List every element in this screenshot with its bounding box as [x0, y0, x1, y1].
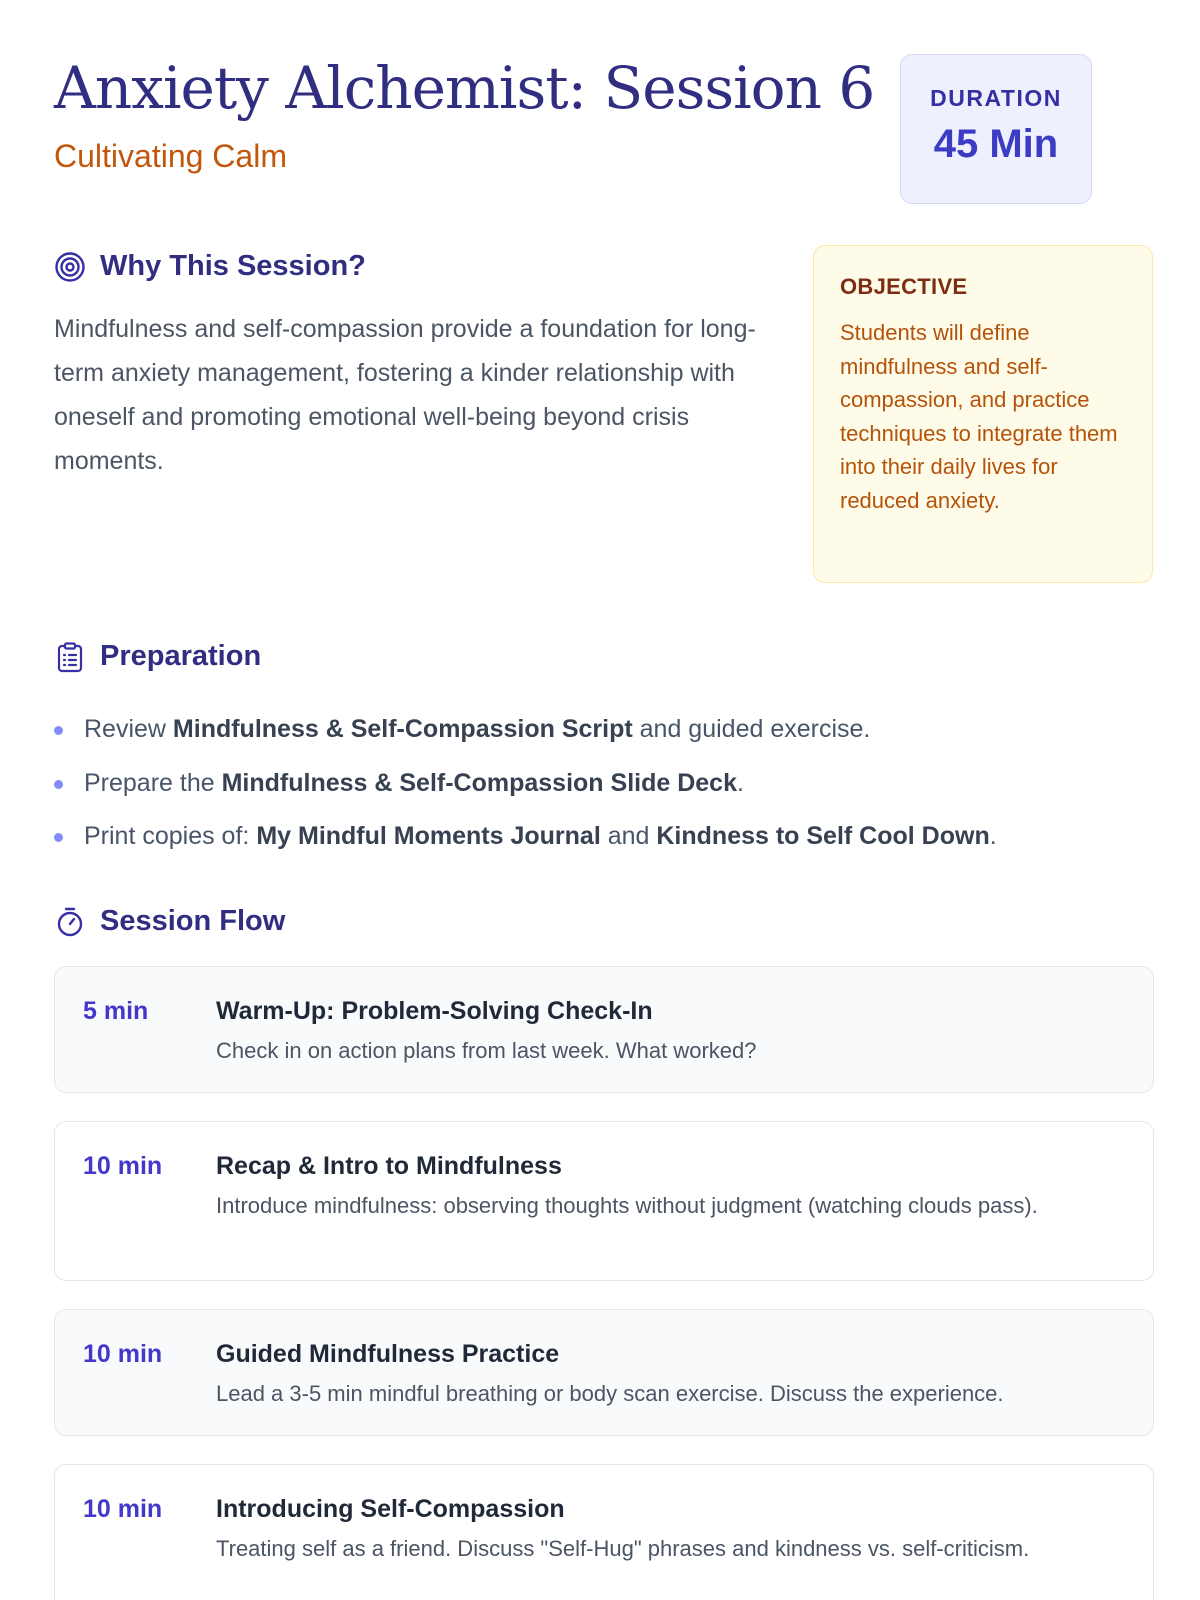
objective-card	[813, 245, 1153, 583]
flow-item-desc: Check in on action plans from last week. What worked?	[216, 1038, 757, 1063]
objective-label: OBJECTIVE	[840, 274, 968, 299]
list-item: Prepare the Mindfulness & Self-Compassion Slide Deck.	[54, 757, 1154, 811]
flow-item-time: 10 min	[83, 1340, 163, 1368]
list-item: Print copies of: My Mindful Moments Journal and Kindness to Self Cool Down.	[54, 810, 1154, 864]
target-icon	[54, 251, 86, 283]
why-heading	[54, 250, 774, 283]
why-heading-text: Why This Session?	[100, 250, 366, 282]
flow-item-title: Introducing Self-Compassion	[216, 1495, 565, 1523]
preparation-heading-text: Preparation	[100, 640, 262, 672]
duration-label: DURATION	[930, 85, 1062, 111]
flow-item	[54, 1121, 1154, 1281]
flow-item	[54, 1464, 1154, 1600]
session-flow-list	[54, 966, 1154, 1600]
why-paragraph: Mindfulness and self-compassion provide a foundation for long-term anxiety management, fostering a kinder relationship with oneself and promoting emotional well-being beyond crisis moments.	[54, 315, 756, 475]
preparation-list	[54, 703, 1154, 864]
preparation-section	[54, 640, 1154, 864]
flow-item-time: 10 min	[83, 1495, 163, 1523]
duration-card	[900, 54, 1092, 204]
flow-item-title: Recap & Intro to Mindfulness	[216, 1152, 562, 1180]
clipboard-list-icon	[54, 641, 86, 673]
page-header	[54, 0, 1146, 220]
flow-item-time: 5 min	[83, 997, 149, 1025]
flow-item-desc: Lead a 3-5 min mindful breathing or body scan exercise. Discuss the experience.	[216, 1381, 1004, 1406]
session-flow-section	[54, 905, 1154, 1600]
flow-item	[54, 1309, 1154, 1436]
flow-item-title: Guided Mindfulness Practice	[216, 1340, 560, 1368]
flow-item	[54, 966, 1154, 1093]
flow-item-time: 10 min	[83, 1152, 163, 1180]
duration-value: 45 Min	[933, 122, 1059, 166]
preparation-heading	[54, 640, 1154, 673]
timer-icon	[54, 906, 86, 938]
list-item: Review Mindfulness & Self-Compassion Script and guided exercise.	[54, 703, 1154, 757]
flow-item-title: Warm-Up: Problem-Solving Check-In	[216, 997, 653, 1025]
objective-text: Students will define mindfulness and self-compassion, and practice techniques to integrate them into their daily lives for reduced anxiety.	[840, 320, 1118, 513]
flow-item-desc: Introduce mindfulness: observing thoughts without judgment (watching clouds pass).	[216, 1193, 1038, 1218]
page-title: Anxiety Alchemist: Session 6	[54, 54, 875, 122]
flow-item-desc: Treating self as a friend. Discuss "Self-Hug" phrases and kindness vs. self-criticism.	[216, 1536, 1030, 1561]
session-flow-heading	[54, 905, 1154, 938]
page-subtitle: Cultivating Calm	[54, 138, 287, 174]
why-section	[54, 250, 774, 483]
session-flow-heading-text: Session Flow	[100, 905, 286, 937]
